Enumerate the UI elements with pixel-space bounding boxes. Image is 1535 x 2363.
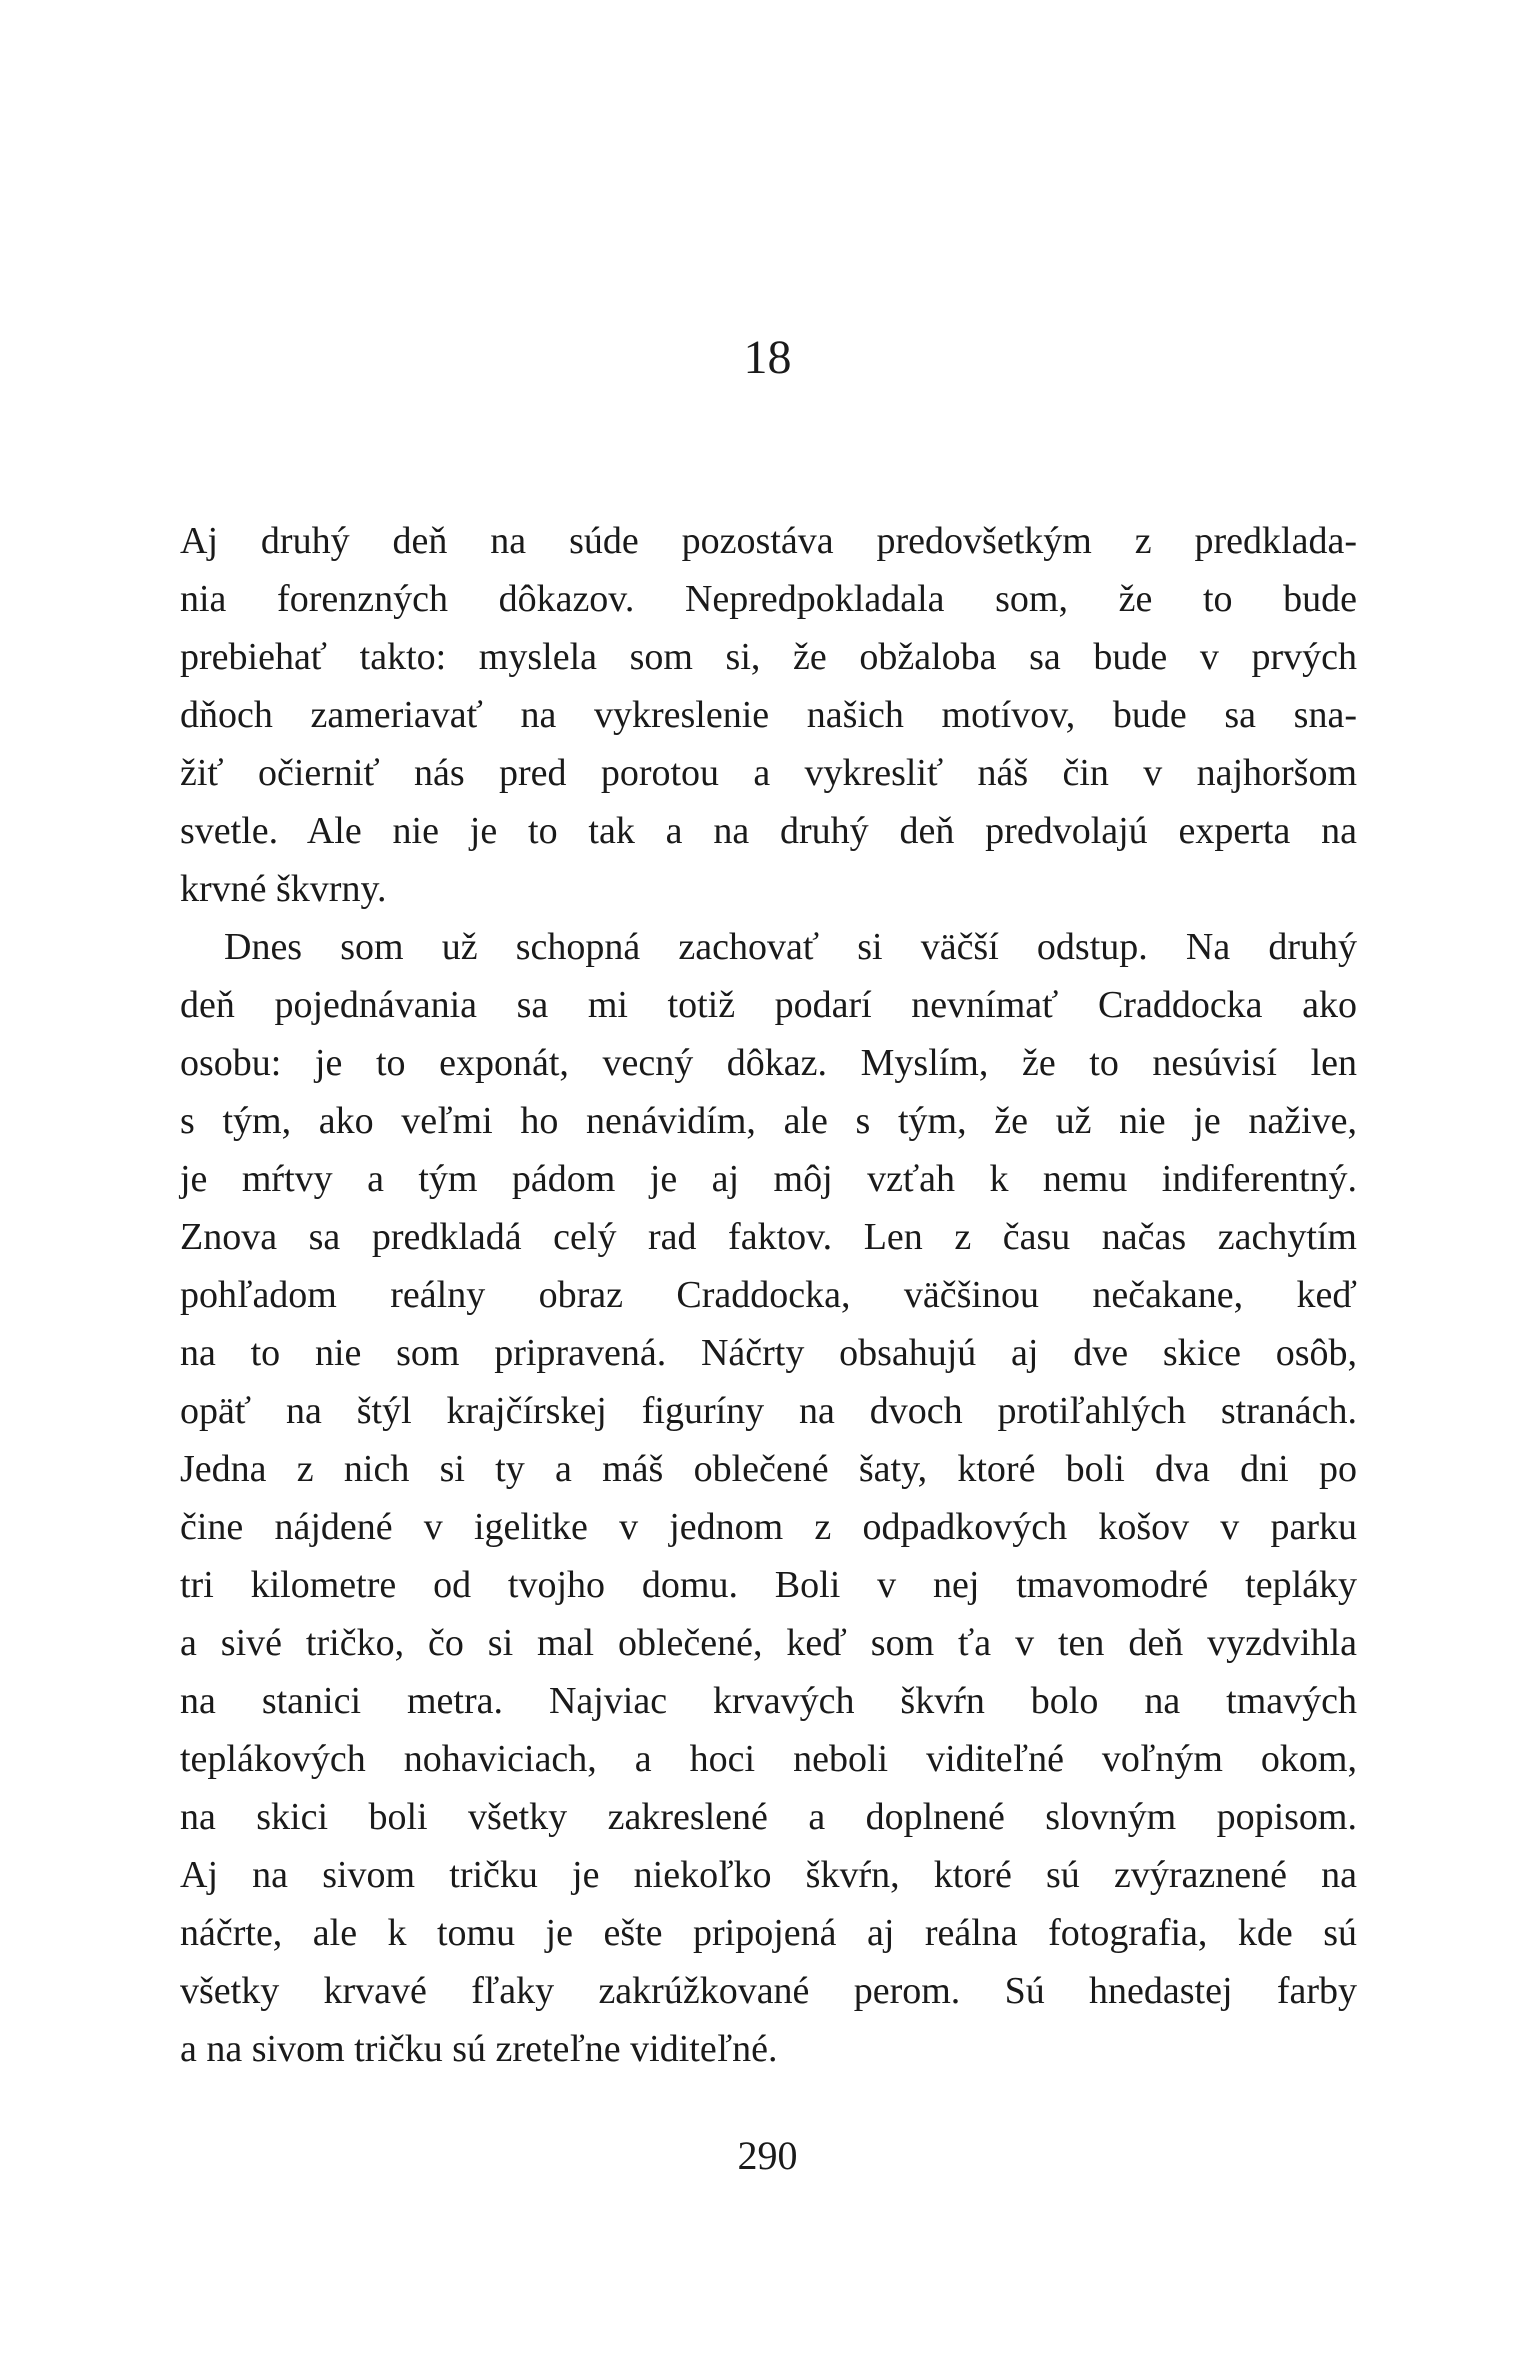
text-line: a sivé tričko, čo si mal oblečené, keď som ťa v ten deň vyzdvihla <box>180 1622 1357 1664</box>
text-line: čine nájdené v igelitke v jednom z odpadkových košov v parku <box>180 1506 1357 1548</box>
chapter-number: 18 <box>743 331 792 384</box>
text-line: Aj druhý deň na súde pozostáva predovšetkým z predklada- <box>180 520 1357 562</box>
text-line: krvné škvrny. <box>180 868 387 910</box>
text-line: všetky krvavé fľaky zakrúžkované perom. Sú hnedastej farby <box>180 1970 1357 2012</box>
text-line: teplákových nohaviciach, a hoci neboli viditeľné voľným okom, <box>180 1738 1357 1780</box>
text-line: svetle. Ale nie je to tak a na druhý deň predvolajú experta na <box>180 810 1357 852</box>
paragraph <box>180 512 1357 918</box>
text-line: na stanici metra. Najviac krvavých škvŕn bolo na tmavých <box>180 1680 1357 1722</box>
text-line: na to nie som pripravená. Náčrty obsahujú aj dve skice osôb, <box>180 1332 1357 1374</box>
text-line: prebiehať takto: myslela som si, že obžaloba sa bude v prvých <box>180 636 1357 678</box>
text-line: Dnes som už schopná zachovať si väčší odstup. Na druhý <box>224 926 1357 968</box>
page-number: 290 <box>737 2133 798 2178</box>
text-line: opäť na štýl krajčírskej figuríny na dvoch protiľahlých stranách. <box>180 1390 1357 1432</box>
text-line: tri kilometre od tvojho domu. Boli v nej tmavomodré tepláky <box>180 1564 1357 1606</box>
text-line: Jedna z nich si ty a máš oblečené šaty, ktoré boli dva dni po <box>180 1448 1357 1490</box>
text-line: dňoch zameriavať na vykreslenie našich motívov, bude sa sna- <box>180 694 1357 736</box>
body-text <box>180 512 1357 2078</box>
text-line: osobu: je to exponát, vecný dôkaz. Myslím, že to nesúvisí len <box>180 1042 1357 1084</box>
text-line: pohľadom reálny obraz Craddocka, väčšinou nečakane, keď <box>180 1274 1357 1316</box>
text-line: Znova sa predkladá celý rad faktov. Len z času načas zachytím <box>180 1216 1357 1258</box>
text-line: a na sivom tričku sú zreteľne viditeľné. <box>180 2028 778 2070</box>
text-line: náčrte, ale k tomu je ešte pripojená aj reálna fotografia, kde sú <box>180 1912 1357 1954</box>
text-line: nia forenzných dôkazov. Nepredpokladala som, že to bude <box>180 578 1357 620</box>
text-line: na skici boli všetky zakreslené a doplnené slovným popisom. <box>180 1796 1357 1838</box>
text-line: je mŕtvy a tým pádom je aj môj vzťah k nemu indiferentný. <box>180 1158 1357 1200</box>
paragraph <box>180 918 1357 2078</box>
text-line: deň pojednávania sa mi totiž podarí nevnímať Craddocka ako <box>180 984 1357 1026</box>
text-line: s tým, ako veľmi ho nenávidím, ale s tým, že už nie je naživе, <box>180 1100 1357 1142</box>
text-line: Aj na sivom tričku je niekoľko škvŕn, ktoré sú zvýraznené na <box>180 1854 1357 1896</box>
text-line: žiť očierniť nás pred porotou a vykresliť náš čin v najhoršom <box>180 752 1357 794</box>
